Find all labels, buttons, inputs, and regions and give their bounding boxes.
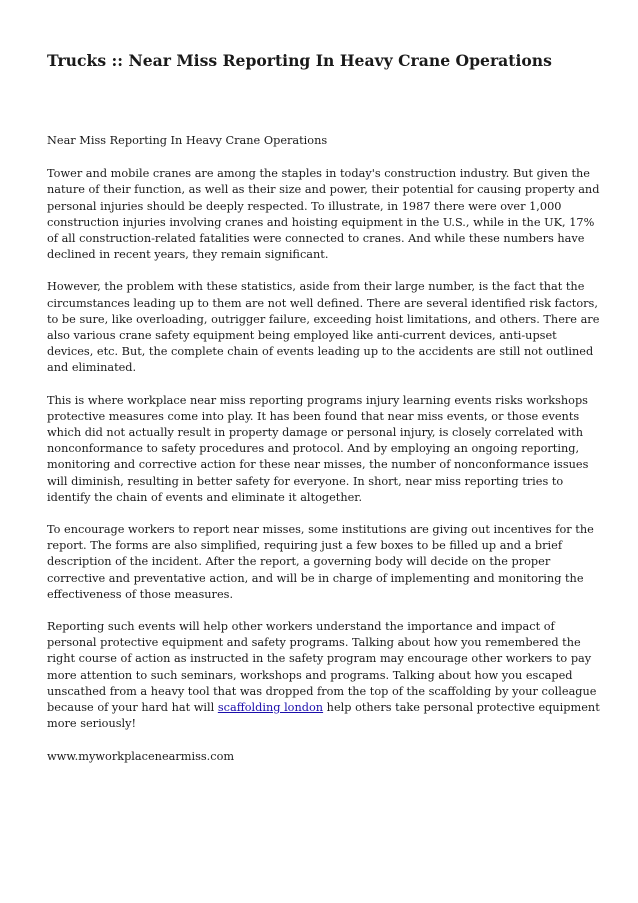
document-body — [47, 133, 603, 781]
source-url: www.myworkplacenearmiss.com — [47, 749, 235, 763]
paragraph-5-text-after-link: help others take personal protective equipment more seriously! — [47, 701, 600, 731]
document-subtitle: Near Miss Reporting In Heavy Crane Operations — [47, 134, 328, 147]
paragraph-5 — [47, 619, 603, 732]
paragraph-3: This is where workplace near miss reporting programs injury learning events risks workshops protective measures come into play. It has been found that near miss events, or those events which did not actually result in property damage or personal injury, is closely correlated with nonconformance to safety procedures and protocol. And by employing an ongoing reporting, monitoring and corrective action for these near misses, the number of nonconformance issues will diminish, resulting in better safety for everyone. In short, near miss reporting tries to identify the chain of events and eliminate it altogether. — [47, 393, 589, 504]
paragraph-2: However, the problem with these statistics, aside from their large number, is the fact that the circumstances leading up to them are not well defined. There are several identified risk factors, to be sure, like overloading, outrigger failure, exceeding hoist limitations, and others. There are also various crane safety equipment being employed like anti-current devices, anti-upset devices, etc. But, the complete chain of events leading up to the accidents are still not outlined and eliminated. — [47, 280, 600, 375]
paragraph-1: Tower and mobile cranes are among the staples in today's construction industry. But given the nature of their function, as well as their size and power, their potential for causing property and personal injuries should be deeply respected. To illustrate, in 1987 there were over 1,000 construction injuries involving cranes and hoisting equipment in the U.S., while in the UK, 17% of all construction-related fatalities were connected to cranes. And while these numbers have declined in recent years, they remain significant. — [47, 167, 600, 262]
paragraph-4: To encourage workers to report near misses, some institutions are giving out incentives for the report. The forms are also simplified, requiring just a few boxes to be filled up and a brief description of the incident. After the report, a governing body will decide on the proper corrective and preventative action, and will be in charge of implementing and monitoring the effectiveness of those measures. — [47, 523, 594, 601]
document-title: Trucks :: Near Miss Reporting In Heavy Crane Operations — [47, 51, 552, 70]
scaffolding-london-link[interactable]: scaffolding london — [217, 701, 324, 715]
paragraph-5-text-before-link: Reporting such events will help other workers understand the importance and impact of personal protective equipment and safety programs. Talking about how you remembered the right course of action as instructed in the safety program may encourage other workers to pay more attention to such seminars, workshops and programs. Talking about how you escaped unscathed from a heavy tool that was dropped from the top of the scaffolding by your colleague because of your hard hat will — [47, 620, 597, 715]
